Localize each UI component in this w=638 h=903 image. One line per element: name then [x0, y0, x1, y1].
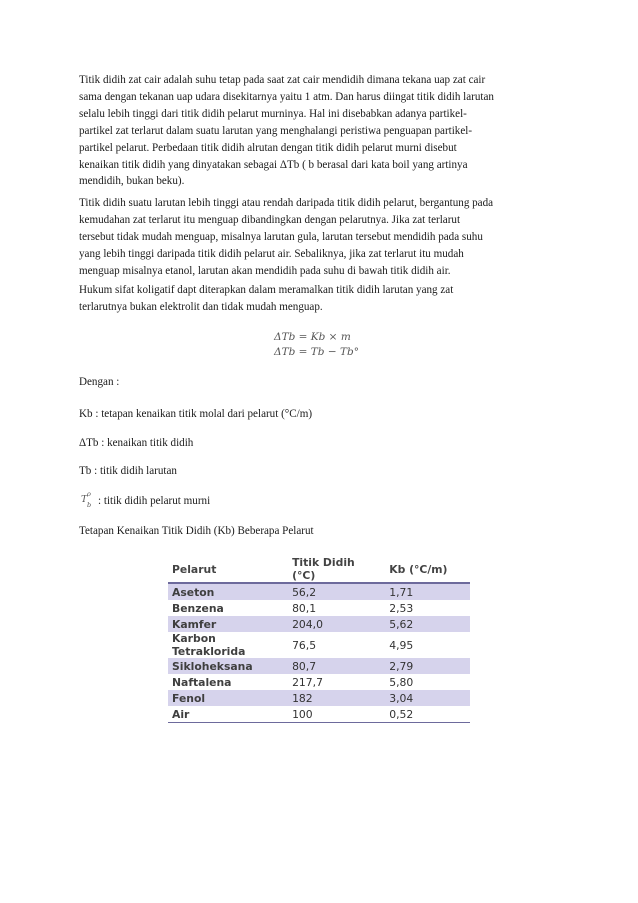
definition-kb: Kb : tetapan kenaikan titik molal dari pelarut (°C/m) — [79, 408, 313, 420]
text-line: kemudahan zat terlarut itu menguap dibandingkan dengan pelarutnya. Jika zat terlarut — [79, 213, 461, 226]
cell-boiling-point: 56,2 — [288, 583, 385, 600]
cell-kb: 5,80 — [385, 674, 470, 690]
table-row — [168, 690, 470, 706]
table-row — [168, 632, 470, 658]
definition-tb: Tb : titik didih larutan — [79, 465, 177, 477]
boiling-constant-table-container — [168, 556, 470, 723]
text-line: partikel zat terlarut dalam suatu larutan yang menghalangi peristiwa penguapan partikel- — [79, 124, 473, 137]
text-line: partikel pelarut. Perbedaan titik didih alrutan dengan titik didih pelarut murni disebut — [79, 141, 457, 154]
table-row — [168, 674, 470, 690]
cell-solvent: Sikloheksana — [168, 658, 288, 674]
text-line: terlarutnya bukan elektrolit dan tidak mudah menguap. — [79, 300, 323, 313]
cell-solvent: Kamfer — [168, 616, 288, 632]
header-pelarut: Pelarut — [168, 556, 288, 583]
boiling-constant-table — [168, 556, 470, 723]
cell-boiling-point: 80,1 — [288, 600, 385, 616]
text-line: yang lebih tinggi daripada titik didih pelarut air. Sebaliknya, jika zat terlarut itu mudah — [79, 247, 464, 260]
formula-line: ΔTb = Tb − Tb° — [274, 345, 359, 358]
cell-solvent: Fenol — [168, 690, 288, 706]
text-line: selalu lebih tinggi dari titik didih pelarut murninya. Hal ini disebabkan adanya partikel- — [79, 107, 467, 120]
cell-kb: 3,04 — [385, 690, 470, 706]
definition-delta-tb: ΔTb : kenaikan titik didih — [79, 437, 194, 449]
cell-kb: 4,95 — [385, 632, 470, 658]
cell-solvent: Aseton — [168, 583, 288, 600]
dengan-label: Dengan : — [79, 376, 120, 388]
table-row — [168, 583, 470, 600]
text-line: Titik didih suatu larutan lebih tinggi atau rendah daripada titik didih pelarut, bergantung pada — [79, 197, 494, 209]
text-line: kenaikan titik didih yang dinyatakan sebagai ΔTb ( b berasal dari kata boil yang artinya — [79, 158, 468, 171]
text-line: menguap misalnya etanol, larutan akan mendidih pada suhu di bawah titik didih air. — [79, 264, 451, 277]
header-titik-didih: Titik Didih (°C) — [288, 556, 385, 583]
formula-line: ΔTb = Kb × m — [274, 331, 351, 343]
cell-kb: 0,52 — [385, 706, 470, 723]
cell-kb: 5,62 — [385, 616, 470, 632]
definition-tb-pure: : titik didih pelarut murni — [98, 495, 211, 507]
text-line: Hukum sifat koligatif dapt diterapkan dalam meramalkan titik didih larutan yang zat — [79, 284, 454, 296]
paragraph-colligative-law — [79, 282, 569, 316]
symbol-t: T — [81, 494, 88, 505]
table-header-row — [168, 556, 470, 583]
table-row — [168, 658, 470, 674]
boiling-point-elevation-formula — [274, 330, 364, 362]
cell-solvent: Karbon Tetraklorida — [168, 632, 288, 658]
table-row — [168, 600, 470, 616]
table-caption: Tetapan Kenaikan Titik Didih (Kb) Beberapa Pelarut — [79, 525, 314, 537]
table-row — [168, 706, 470, 723]
cell-solvent: Air — [168, 706, 288, 723]
symbol-degree: o — [87, 490, 91, 498]
cell-boiling-point: 80,7 — [288, 658, 385, 674]
paragraph-solute-volatility — [79, 195, 569, 280]
header-kb: Kb (°C/m) — [385, 556, 470, 583]
table-row — [168, 616, 470, 632]
tb-pure-solvent-symbol — [79, 492, 99, 508]
cell-boiling-point: 182 — [288, 690, 385, 706]
text-line: mendidih, bukan beku). — [79, 175, 185, 188]
cell-solvent: Benzena — [168, 600, 288, 616]
symbol-subscript: b — [87, 501, 92, 509]
cell-kb: 2,79 — [385, 658, 470, 674]
cell-boiling-point: 100 — [288, 706, 385, 723]
cell-kb: 2,53 — [385, 600, 470, 616]
cell-solvent: Naftalena — [168, 674, 288, 690]
cell-boiling-point: 76,5 — [288, 632, 385, 658]
cell-boiling-point: 217,7 — [288, 674, 385, 690]
text-line: sama dengan tekanan uap udara disekitarnya yaitu 1 atm. Dan harus diingat titik didih larutan — [79, 90, 494, 103]
text-line: tersebut tidak mudah menguap, misalnya larutan gula, larutan tersebut mendidih pada suhu — [79, 230, 483, 243]
paragraph-boiling-point-definition — [79, 72, 569, 190]
cell-kb: 1,71 — [385, 583, 470, 600]
cell-boiling-point: 204,0 — [288, 616, 385, 632]
text-line: Titik didih zat cair adalah suhu tetap pada saat zat cair mendidih dimana tekana uap zat cair — [79, 74, 486, 86]
